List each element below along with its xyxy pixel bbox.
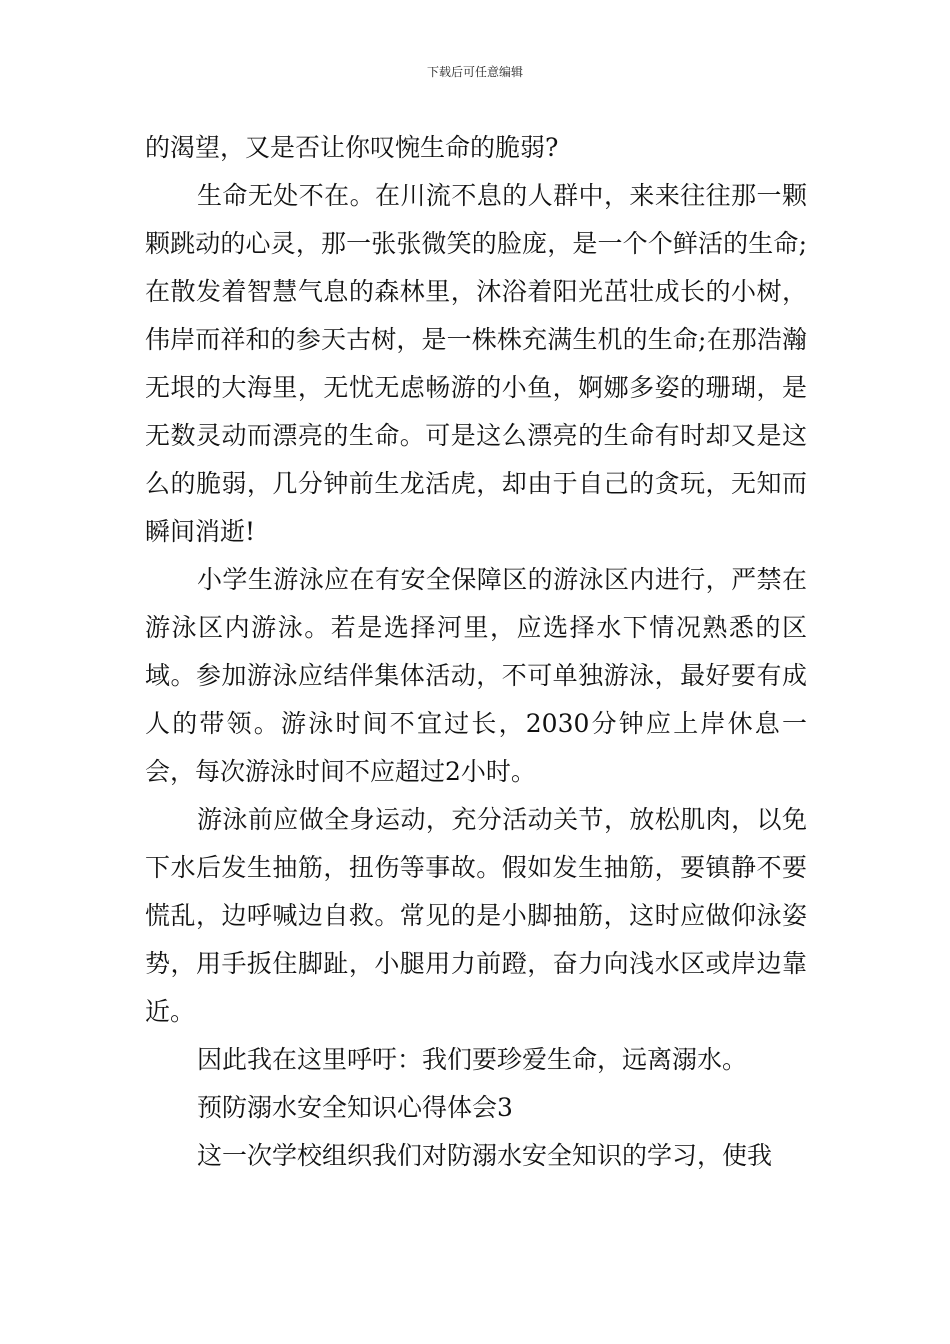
section-heading: 预防溺水安全知识心得体会3 — [197, 1093, 513, 1122]
paragraph-appeal: 因此我在这里呼吁：我们要珍爱生命，远离溺水。 — [197, 1045, 748, 1074]
page-header-note: 下载后可任意编辑 — [426, 65, 523, 79]
paragraph-life-everywhere: 生命无处不在。在川流不息的人群中，来来往往那一颗颗跳动的心灵，那一张张微笑的脸庞，是一个个鲜活的生命;在散发着智慧气息的森林里，沐浴着阳光茁壮成长的小树，伟岸而祥和的参天古树，是一株株充满生机的生命;在那浩瀚无垠的大海里，无忧无虑畅游的小鱼，婀娜多姿的珊瑚，是无数灵动而漂亮的生命。可是这么漂亮的生命有时却又是这么的脆弱，几分钟前生龙活虎，却由于自己的贪玩，无知而瞬间消逝! — [145, 181, 807, 546]
paragraph-continuation: 的渴望，又是否让你叹惋生命的脆弱? — [145, 133, 559, 162]
paragraph-swimming-area: 小学生游泳应在有安全保障区的游泳区内进行，严禁在游泳区内游泳。若是选择河里，应选择水下情况熟悉的区域。参加游泳应结伴集体活动，不可单独游泳，最好要有成人的带领。游泳时间不宜过长，2030分钟应上岸休息一会，每次游泳时间不应超过2小时。 — [145, 565, 807, 786]
document-body — [145, 124, 807, 1180]
paragraph-new-section: 这一次学校组织我们对防溺水安全知识的学习，使我 — [197, 1141, 773, 1170]
paragraph-warm-up: 游泳前应做全身运动，充分活动关节，放松肌肉，以免下水后发生抽筋，扭伤等事故。假如发生抽筋，要镇静不要慌乱，边呼喊边自救。常见的是小脚抽筋，这时应做仰泳姿势，用手扳住脚趾，小腿用力前蹬，奋力向浅水区或岸边靠近。 — [145, 805, 807, 1026]
